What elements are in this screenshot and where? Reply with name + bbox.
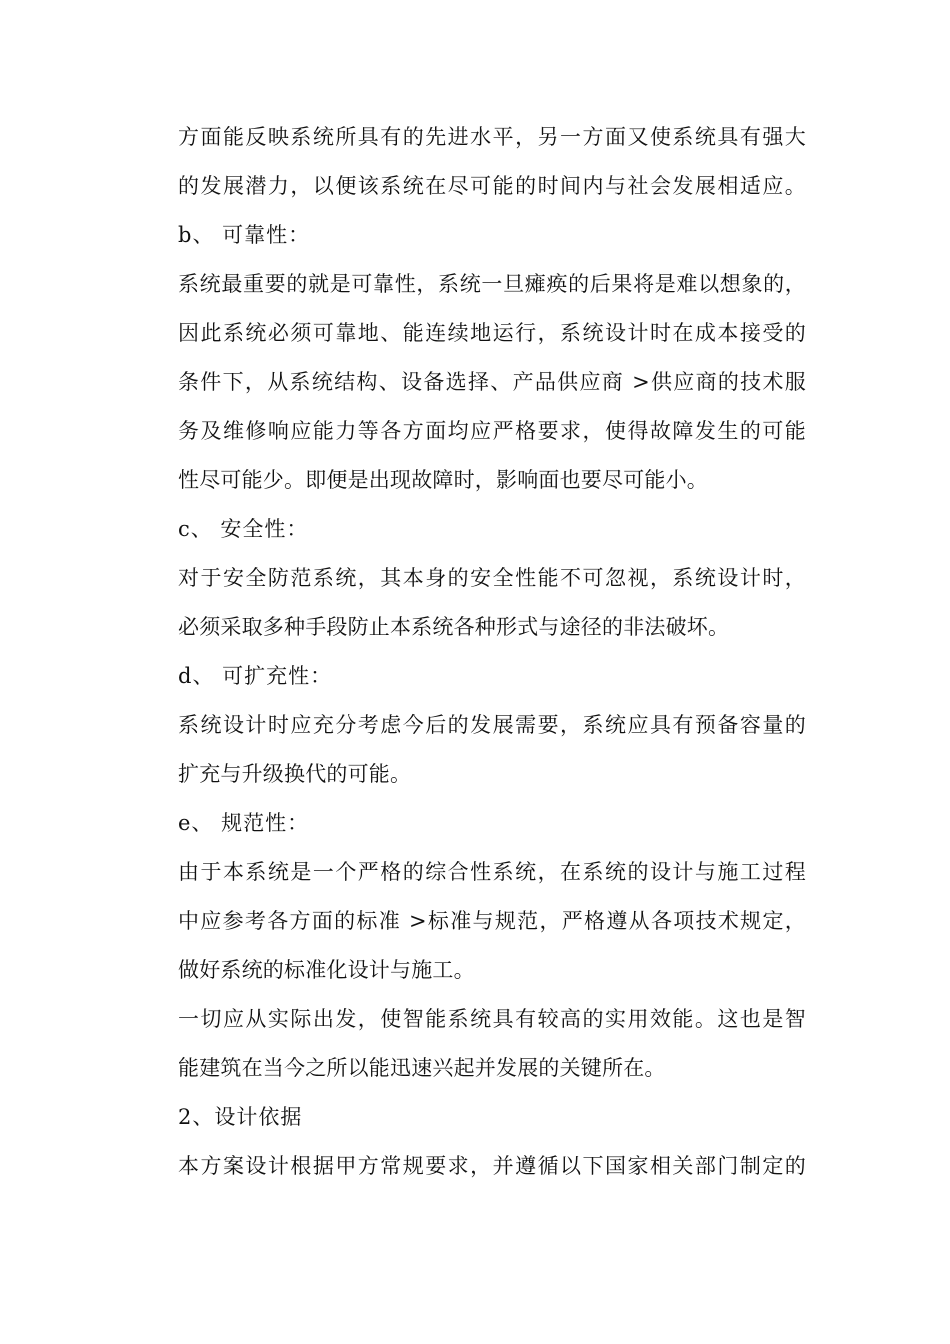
- paragraph-line: 系统最重要的就是可靠性，系统一旦瘫痪的后果将是难以想象的，: [178, 272, 806, 296]
- paragraph-line: 条件下，从系统结构、设备选择、产品供应商 >供应商的技术服: [178, 370, 806, 394]
- section-heading-d: d、 可扩充性：: [178, 664, 333, 688]
- paragraph-line: 扩充与升级换代的可能。: [178, 762, 412, 786]
- paragraph-line: 中应参考各方面的标准 >标准与规范，严格遵从各项技术规定，: [178, 909, 806, 933]
- paragraph-line: 本方案设计根据甲方常规要求，并遵循以下国家相关部门制定的: [178, 1154, 806, 1178]
- section-heading-2: 2、设计依据: [178, 1105, 303, 1129]
- paragraph-line: 务及维修响应能力等各方面均应严格要求，使得故障发生的可能: [178, 419, 806, 443]
- paragraph-line: 方面能反映系统所具有的先进水平，另一方面又使系统具有强大: [178, 125, 806, 149]
- paragraph-line: 系统设计时应充分考虑今后的发展需要，系统应具有预备容量的: [178, 713, 806, 737]
- paragraph-line: 对于安全防范系统，其本身的安全性能不可忽视，系统设计时，: [178, 566, 806, 590]
- paragraph-line: 由于本系统是一个严格的综合性系统，在系统的设计与施工过程: [178, 860, 806, 884]
- paragraph-line: 因此系统必须可靠地、能连续地运行，系统设计时在成本接受的: [178, 321, 806, 345]
- paragraph-line: 的发展潜力，以便该系统在尽可能的时间内与社会发展相适应。: [178, 174, 806, 198]
- paragraph-line: 能建筑在当今之所以能迅速兴起并发展的关键所在。: [178, 1056, 666, 1080]
- section-heading-e: e、 规范性：: [178, 811, 310, 835]
- section-heading-b: b、 可靠性：: [178, 223, 311, 247]
- section-heading-c: c、 安全性：: [178, 517, 309, 541]
- paragraph-line: 做好系统的标准化设计与施工。: [178, 958, 475, 982]
- paragraph-line: 必须采取多种手段防止本系统各种形式与途径的非法破坏。: [178, 615, 730, 639]
- paragraph-line: 一切应从实际出发，使智能系统具有较高的实用效能。这也是智: [178, 1007, 806, 1031]
- paragraph-line: 性尽可能少。即便是出现故障时，影响面也要尽可能小。: [178, 468, 708, 492]
